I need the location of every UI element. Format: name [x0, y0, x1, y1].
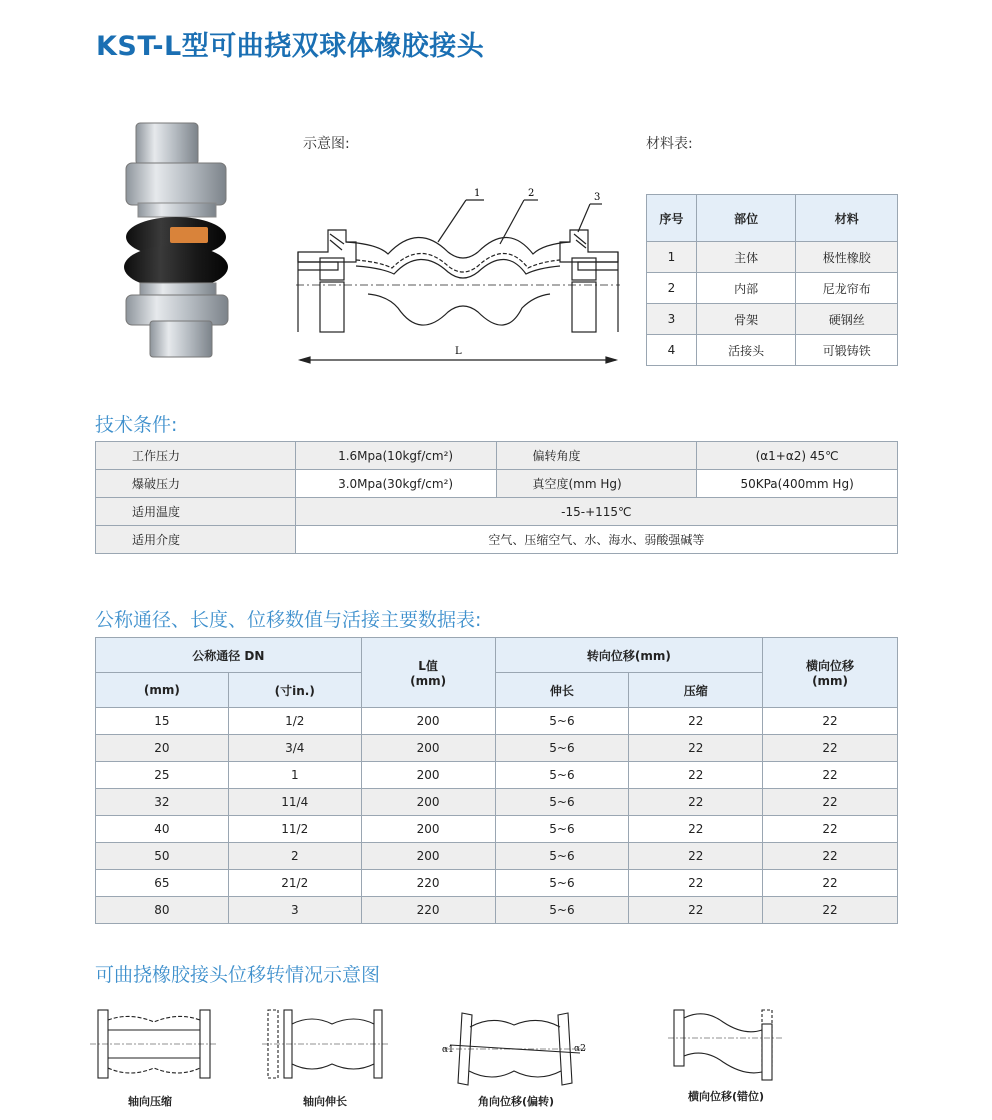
- tech-row: [96, 470, 898, 498]
- axial-extension-caption: 轴向伸长: [303, 1095, 347, 1108]
- callout-2: 2: [528, 188, 535, 199]
- spec-cell: 22: [629, 708, 763, 735]
- deflection-angle-value: (α1+α2) 45℃: [697, 442, 898, 470]
- materials-cell: 4: [647, 335, 697, 366]
- spec-row: [96, 816, 898, 843]
- materials-label: 材料表:: [646, 136, 693, 152]
- deflection-angle-label: 偏转角度: [496, 442, 697, 470]
- materials-cell: 1: [647, 242, 697, 273]
- lateral-displacement-caption: 横向位移(错位): [688, 1090, 765, 1103]
- spec-row: [96, 708, 898, 735]
- materials-row: [647, 242, 898, 273]
- spec-cell: 200: [361, 816, 495, 843]
- spec-cell: 220: [361, 870, 495, 897]
- spec-cell: 80: [96, 897, 229, 924]
- axial-compression-diagram: [90, 1000, 220, 1090]
- spec-cell: 11/2: [228, 816, 361, 843]
- spec-row: [96, 843, 898, 870]
- spec-cell: 22: [763, 789, 898, 816]
- spec-cell: 5~6: [495, 789, 629, 816]
- displacement-title: 可曲挠橡胶接头位移转情况示意图: [95, 964, 381, 986]
- materials-header: 部位: [696, 195, 796, 242]
- spec-cell: 22: [629, 816, 763, 843]
- materials-table: [646, 194, 898, 366]
- burst-pressure-label: 爆破压力: [96, 470, 296, 498]
- spec-cell: 5~6: [495, 816, 629, 843]
- cross-section-diagram: [288, 182, 628, 372]
- materials-cell: 主体: [696, 242, 796, 273]
- spec-cell: 65: [96, 870, 229, 897]
- spec-cell: 21/2: [228, 870, 361, 897]
- spec-row: [96, 762, 898, 789]
- medium-value: 空气、压缩空气、水、海水、弱酸强碱等: [295, 526, 897, 554]
- tech-row: [96, 498, 898, 526]
- spec-cell: 220: [361, 897, 495, 924]
- dn-header: 公称通径 DN: [96, 638, 362, 673]
- diagram-label: 示意图:: [303, 136, 350, 152]
- l-value-label: L值: [418, 659, 438, 673]
- spec-cell: 22: [763, 870, 898, 897]
- axial-compression-caption: 轴向压缩: [128, 1095, 172, 1108]
- spec-cell: 5~6: [495, 870, 629, 897]
- spec-cell: 200: [361, 789, 495, 816]
- vacuum-label: 真空度(mm Hg): [496, 470, 697, 498]
- spec-cell: 22: [763, 816, 898, 843]
- spec-cell: 200: [361, 843, 495, 870]
- temperature-label: 适用温度: [96, 498, 296, 526]
- lateral-unit-label: (mm): [812, 674, 849, 688]
- spec-table: [95, 637, 898, 924]
- spec-cell: 1/2: [228, 708, 361, 735]
- materials-cell: 活接头: [696, 335, 796, 366]
- materials-cell: 3: [647, 304, 697, 335]
- materials-cell: 极性橡胶: [796, 242, 898, 273]
- materials-cell: 可锻铸铁: [796, 335, 898, 366]
- spec-cell: 22: [763, 735, 898, 762]
- spec-row: [96, 870, 898, 897]
- spec-cell: 32: [96, 789, 229, 816]
- spec-cell: 5~6: [495, 897, 629, 924]
- tech-title: 技术条件:: [95, 414, 178, 436]
- dimension-label: L: [455, 346, 462, 357]
- spec-cell: 5~6: [495, 735, 629, 762]
- materials-cell: 尼龙帘布: [796, 273, 898, 304]
- tech-table: [95, 441, 898, 554]
- displacement-header: 转向位移(mm): [495, 638, 763, 673]
- spec-title: 公称通径、长度、位移数值与活接主要数据表:: [95, 609, 482, 631]
- axial-extension-diagram: [262, 1000, 392, 1090]
- page-title: KST-L型可曲挠双球体橡胶接头: [96, 31, 485, 62]
- spec-cell: 22: [629, 897, 763, 924]
- materials-cell: 内部: [696, 273, 796, 304]
- lateral-label: 横向位移: [806, 659, 855, 673]
- spec-cell: 22: [763, 897, 898, 924]
- tech-row: [96, 442, 898, 470]
- spec-cell: 22: [629, 735, 763, 762]
- spec-cell: 200: [361, 762, 495, 789]
- spec-header-row: [96, 638, 898, 673]
- angular-displacement-caption: 角向位移(偏转): [478, 1095, 555, 1108]
- working-pressure-label: 工作压力: [96, 442, 296, 470]
- spec-row: [96, 735, 898, 762]
- spec-cell: 22: [763, 762, 898, 789]
- lateral-displacement-diagram: [668, 1000, 788, 1090]
- spec-row: [96, 789, 898, 816]
- spec-cell: 5~6: [495, 843, 629, 870]
- materials-row: [647, 304, 898, 335]
- spec-cell: 3/4: [228, 735, 361, 762]
- spec-cell: 22: [629, 762, 763, 789]
- spec-row: [96, 897, 898, 924]
- spec-cell: 40: [96, 816, 229, 843]
- tech-row: [96, 526, 898, 554]
- alpha1-label: α1: [442, 1045, 454, 1055]
- materials-row: [647, 273, 898, 304]
- materials-header-row: [647, 195, 898, 242]
- materials-header: 材料: [796, 195, 898, 242]
- spec-cell: 22: [629, 789, 763, 816]
- materials-cell: 硬钢丝: [796, 304, 898, 335]
- lateral-header: [763, 638, 898, 708]
- inch-header: (寸in.): [228, 673, 361, 708]
- materials-cell: 骨架: [696, 304, 796, 335]
- spec-cell: 200: [361, 735, 495, 762]
- spec-cell: 1: [228, 762, 361, 789]
- spec-cell: 50: [96, 843, 229, 870]
- spec-cell: 22: [629, 870, 763, 897]
- spec-cell: 5~6: [495, 708, 629, 735]
- spec-cell: 5~6: [495, 762, 629, 789]
- materials-header: 序号: [647, 195, 697, 242]
- spec-cell: 22: [763, 708, 898, 735]
- materials-row: [647, 335, 898, 366]
- spec-cell: 22: [629, 843, 763, 870]
- l-value-header: [361, 638, 495, 708]
- compression-header: 压缩: [629, 673, 763, 708]
- spec-cell: 25: [96, 762, 229, 789]
- burst-pressure-value: 3.0Mpa(30kgf/cm²): [295, 470, 496, 498]
- spec-cell: 20: [96, 735, 229, 762]
- alpha2-label: α2: [574, 1044, 586, 1054]
- temperature-value: -15-+115℃: [295, 498, 897, 526]
- vacuum-value: 50KPa(400mm Hg): [697, 470, 898, 498]
- spec-cell: 11/4: [228, 789, 361, 816]
- l-unit-label: (mm): [410, 674, 447, 688]
- angular-displacement-diagram: [440, 1005, 590, 1095]
- extension-header: 伸长: [495, 673, 629, 708]
- callout-3: 3: [594, 192, 601, 203]
- working-pressure-value: 1.6Mpa(10kgf/cm²): [295, 442, 496, 470]
- callout-1: 1: [474, 188, 481, 199]
- spec-cell: 3: [228, 897, 361, 924]
- mm-header: (mm): [96, 673, 229, 708]
- spec-cell: 22: [763, 843, 898, 870]
- product-photo: [108, 115, 248, 365]
- medium-label: 适用介度: [96, 526, 296, 554]
- spec-cell: 2: [228, 843, 361, 870]
- spec-cell: 200: [361, 708, 495, 735]
- spec-cell: 15: [96, 708, 229, 735]
- materials-cell: 2: [647, 273, 697, 304]
